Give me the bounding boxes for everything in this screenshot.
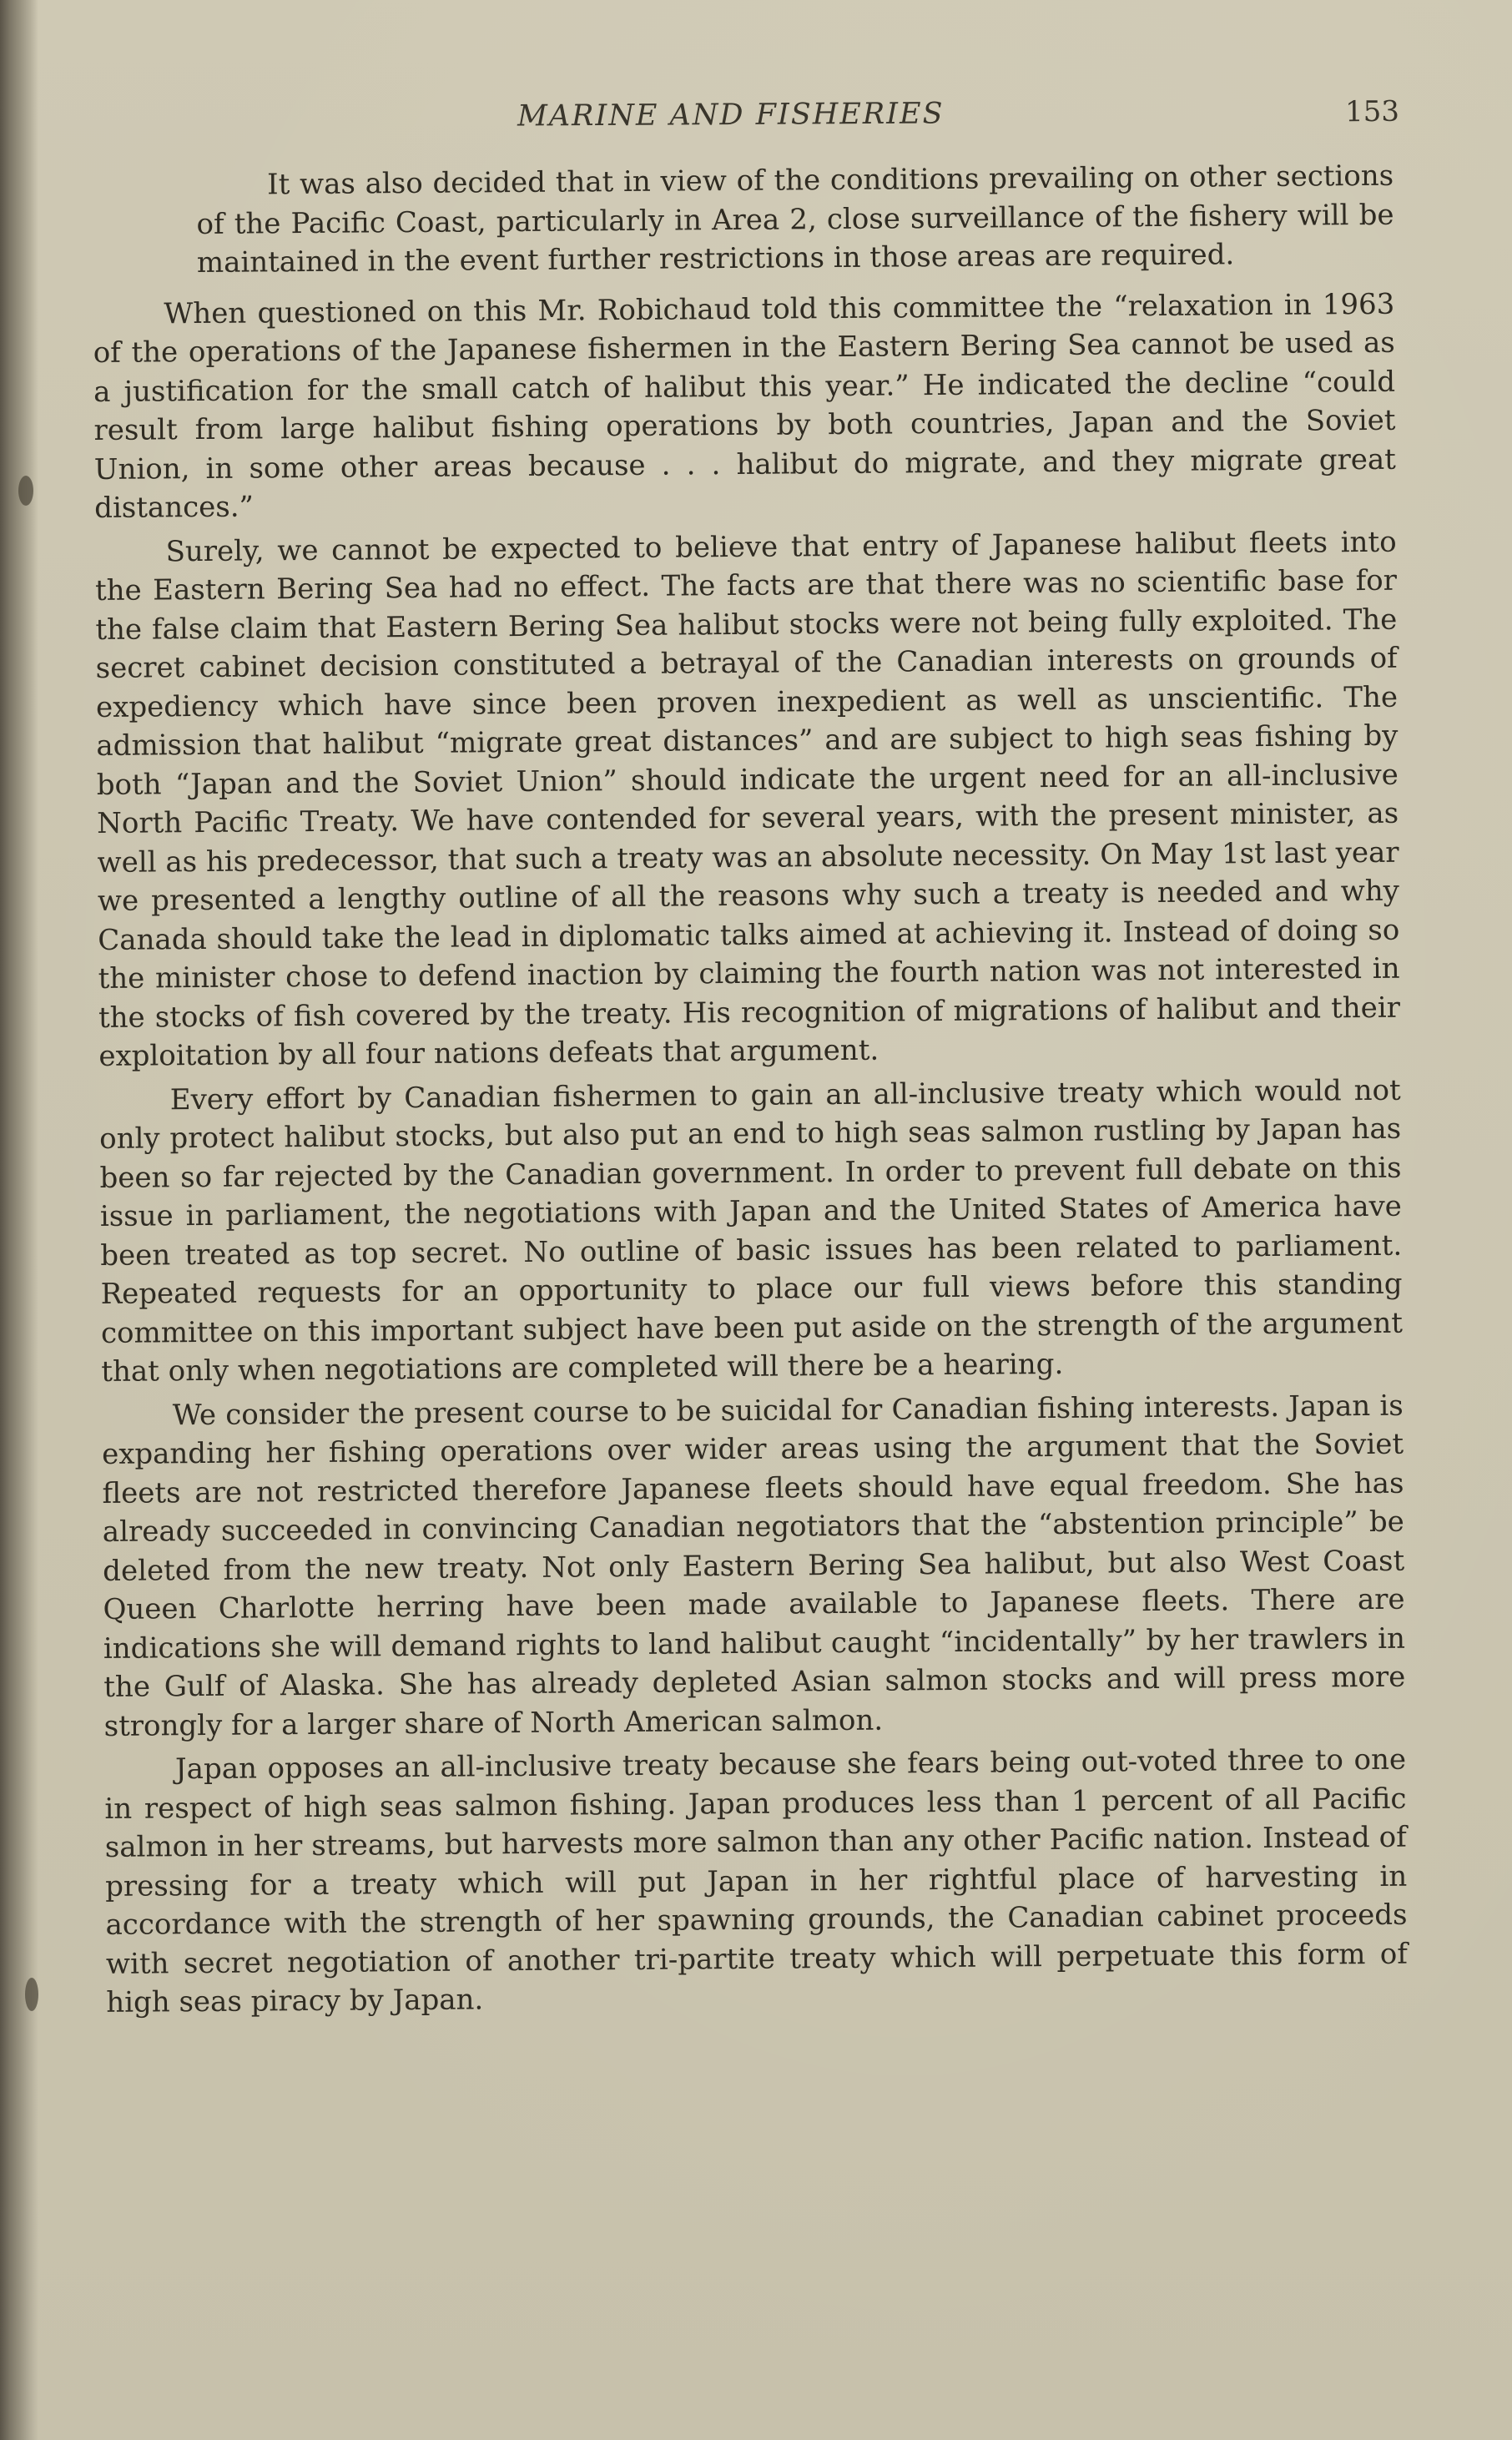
running-head: MARINE AND FISHERIES — [517, 97, 945, 134]
paragraph: We consider the present course to be suicidal for Canadian fishing interests. Japan is expanding her fishing operations over wider areas using the argument that the Soviet fleets are not restricted therefore Japanese fleets should have equal freedom. She has already succeeded in convincing Canadian negotiators that the “abstention principle” be deleted from the new treaty. Not only Eastern Bering Sea halibut, but also West Coast Queen Charlotte herring have been made available to Japanese fleets. There are indications she will demand rights to land halibut caught “incidentally” by her trawlers in the Gulf of Alaska. She has already depleted Asian salmon stocks and will press more strongly for a larger share of North American salmon. — [101, 1389, 1406, 1743]
book-binding-edge — [0, 0, 38, 2440]
quoted-paragraph: It was also decided that in view of the conditions prevailing on other sections of the Pacific Coast, particularly in Area 2, close surveillance of the fishery will be maintained in the event further restrictions in those areas are required. — [196, 159, 1394, 280]
paragraph: When questioned on this Mr. Robichaud told this committee the “relaxation in 1963 of the operations of the Japanese fishermen in the Eastern Bering Sea cannot be used as a justification for the small catch of halibut this year.” He indicated the decline “could result from large halibut fishing operations by both countries, Japan and the Soviet Union, in some other areas because . . . halibut do migrate, and they migrate great distances.” — [93, 287, 1396, 525]
page-number: 153 — [1344, 94, 1400, 129]
paragraph: Surely, we cannot be expected to believe that entry of Japanese halibut fleets into the Eastern Bering Sea had no effect. The facts are that there was no scientific base for the false claim that Eastern Bering Sea halibut stocks were not being fully exploited. The secret cabinet decision constituted a betrayal of the Canadian interests on grounds of expediency which have since been proven inexpedient as well as unscientific. The admission that halibut “migrate great distances” and are subject to high seas fishing by both “Japan and the Soviet Union” should indicate the urgent need for an all-inclusive North Pacific Treaty. We have contended for several years, with the present minister, as well as his predecessor, that such a treaty was an absolute necessity. On May 1st last year we presented a lengthy outline of all the reasons why such a treaty is needed and why Canada should take the lead in diplomatic talks aimed at achieving it. Instead of doing so the minister chose to defend inaction by claiming the fourth nation was not interested in the stocks of fish covered by the treaty. His recognition of migrations of halibut and their exploitation by all four nations defeats that argument. — [94, 525, 1401, 1073]
binding-mark — [18, 476, 33, 506]
paragraph: Japan opposes an all-inclusive treaty because she fears being out-voted three to one in respect of high seas salmon fishing. Japan produces less than 1 percent of all Pacific salmon in her streams, but harvests more salmon than any other Pacific nation. Instead of pressing for a treaty which will put Japan in her rightful place of harvesting in accordance with the strength of her spawning grounds, the Canadian cabinet proceeds with secret negotiation of another tri-partite treaty which will perpetuate this form of high seas piracy by Japan. — [104, 1742, 1409, 2019]
body-text — [92, 157, 1408, 2028]
binding-mark — [25, 1978, 38, 2011]
paragraph: Every effort by Canadian fishermen to gain an all-inclusive treaty which would not only protect halibut stocks, but also put an end to high seas salmon rustling by Japan has been so far rejected by the Canadian government. In order to prevent full debate on this issue in parliament, the negotiations with Japan and the United States of America have been treated as top secret. No outline of basic issues has been related to parliament. Repeated requests for an opportunity to place our full views before this standing committee on this important subject have been put aside on the strength of the argument that only when negotiations are completed will there be a hearing. — [98, 1073, 1404, 1389]
